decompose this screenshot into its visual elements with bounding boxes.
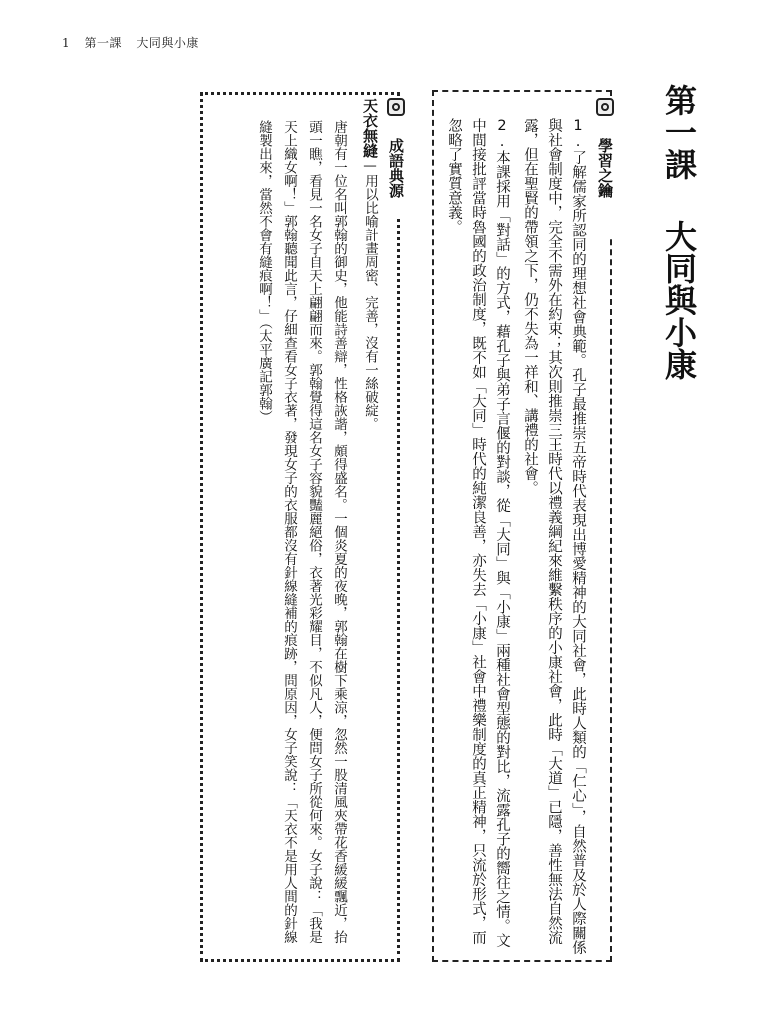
learning-key-body (442, 100, 590, 956)
idiom-definition: —用以比喻計畫周密、完善，沒有一絲破綻。 (362, 158, 378, 431)
title-lesson-name: 大同與小康 (660, 220, 698, 380)
book-icon (387, 98, 405, 116)
learning-key-item-1: 1.了解儒家所認同的理想社會典範。孔子最推崇五帝時代表現出博愛精神的大同社會，此時人類的「仁心」，自然普及於人際關係與社會制度中，完全不需外在約束；其次則推崇三王時代以禮義綱紀來維繫秩序的小康社會，此時「大道」已隱，善性無法自然流露，但在聖賢的帶領之下，仍不失為一祥和、講禮的社會。 (522, 118, 586, 955)
running-header (62, 34, 209, 51)
idiom-story: 唐朝有一位名叫郭翰的御史，他能詩善辯，性格詼諧，頗得盛名。一個炎夏的夜晚，郭翰在樹下乘涼，忽然一股清風夾帶花香緩緩飄近，抬頭一瞧，看見一名女子自天上翩翩而來。郭翰覺得這名女子容貌豔麗絕俗，衣著光彩耀目，不似凡人，便問女子所從何來。女子說：「我是天上織女啊！」郭翰聽聞此言，仔細查看女子衣著，發現女子的衣服都沒有針線縫補的痕跡，問原因，女子笑說：「天衣不是用人間的針線縫製出來，當然不會有縫痕啊！」（太平廣記郭翰） (256, 120, 347, 944)
learning-key-header (592, 98, 618, 238)
learning-key-label: 學習之鑰 (596, 138, 614, 198)
running-lesson-name: 大同與小康 (136, 36, 199, 50)
learning-key-item-2: 2.本課採用「對話」的方式，藉孔子與弟子言偃的對談，從「大同」與「小康」兩種社會型態的對比，流露孔子的嚮往之情。文中間接批評當時魯國的政治制度，既不如「大同」時代的純潔良善，亦失去「小康」社會中禮樂制度的真正精神，只流於形式，而忽略了實質意義。 (446, 118, 510, 948)
running-lesson-label: 第一課 (84, 36, 122, 50)
page-title (654, 84, 704, 384)
idiom-definition-line (357, 98, 382, 950)
idiom-source-header (383, 98, 409, 218)
idiom-term: 天衣無縫 (361, 98, 379, 158)
idiom-source-body (214, 98, 382, 950)
idiom-source-label: 成語典源 (387, 138, 405, 198)
title-lesson-number: 第一課 (660, 84, 698, 180)
key-icon (596, 98, 614, 116)
page-number: 1 (62, 36, 71, 50)
